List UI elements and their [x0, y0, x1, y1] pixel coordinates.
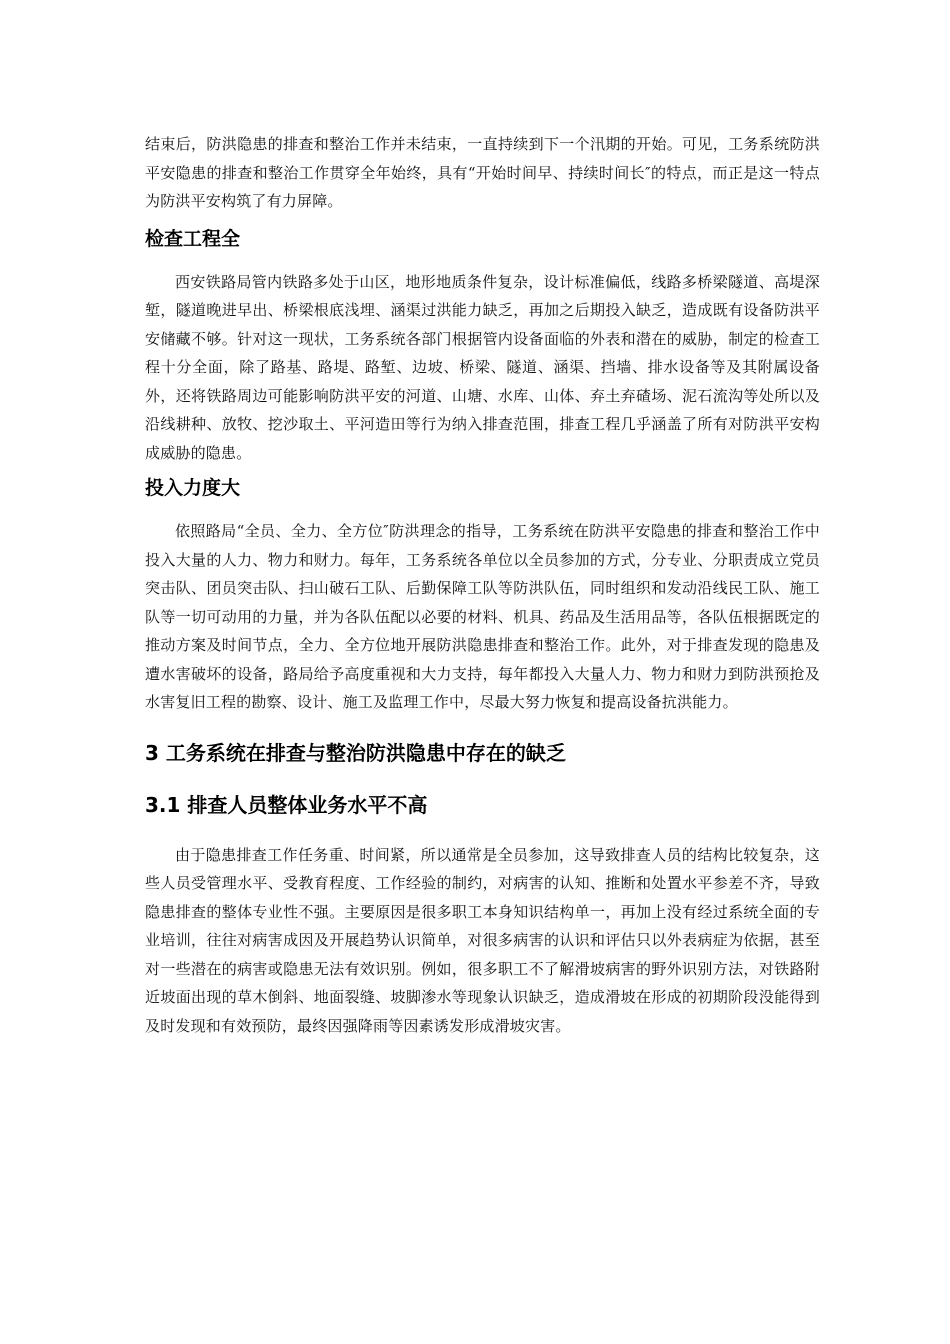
paragraph-continuation: 结束后，防洪隐患的排查和整治工作并未结束，一直持续到下一个汛期的开始。可见，工务系统防洪平安隐患的排查和整治工作贯穿全年始终，具有“开始时间早、持续时间长″的特点，而正是这一特点为防洪平安构筑了有力屏障。	[145, 135, 820, 210]
paragraph-check-comprehensive: 西安铁路局管内铁路多处于山区，地形地质条件复杂，设计标准偏低，线路多桥梁隧道、高堤深堑，隧道晚进早出、桥梁根底浅埋、涵渠过洪能力缺乏，再加之后期投入缺乏，造成既有设备防洪平安储藏不够。针对这一现状，工务系统各部门根据管内设备面临的外表和潜在的威胁，制定的检查工程十分全面，除了路基、路堤、路堑、边坡、桥梁、隧道、涵渠、挡墙、排水设备等及其附属设备外，还将铁路周边可能影响防洪平安的河道、山塘、水库、山体、弃土弃碴场、泥石流沟等处所以及沿线耕种、放牧、挖沙取土、平河造田等行为纳入排查范围，排查工程几乎涵盖了所有对防洪平安构成威胁的隐患。	[145, 272, 820, 462]
section-3-heading: 3 工务系统在排查与整治防洪隐患中存在的缺乏	[145, 740, 566, 765]
section-3-1-heading: 3.1 排查人员整体业务水平不高	[145, 792, 428, 817]
heading-investment: 投入力度大	[145, 477, 241, 499]
heading-check-comprehensive: 检查工程全	[145, 227, 241, 250]
paragraph-investment: 依照路局“全员、全力、全方位″防洪理念的指导，工务系统在防洪平安隐患的排查和整治工作中投入大量的人力、物力和财力。每年，工务系统各单位以全员参加的方式，分专业、分职责成立党员突击队、团员突击队、扫山破石工队、后勤保障工队等防洪队伍，同时组织和发动沿线民工队、施工队等一切可动用的力量，并为各队伍配以必要的材料、机具、药品及生活用品等，各队伍根据既定的推动方案及时间节点，全力、全方位地开展防洪隐患排查和整治工作。此外，对于排查发现的隐患及遭水害破坏的设备，路局给予高度重视和大力支持，每年都投入大量人力、物力和财力到防洪预抢及水害复旧工程的勘察、设计、施工及监理工作中，尽最大努力恢复和提高设备抗洪能力。	[145, 522, 820, 711]
document-body	[145, 130, 820, 1040]
paragraph-section-3-1: 由于隐患排查工作任务重、时间紧，所以通常是全员参加，这导致排查人员的结构比较复杂，这些人员受管理水平、受教育程度、工作经验的制约，对病害的认知、推断和处置水平参差不齐，导致隐患排查的整体专业性不强。主要原因是很多职工本身知识结构单一，再加上没有经过系统全面的专业培训，往往对病害成因及开展趋势认识简单，对很多病害的认识和评估只以外表病症为依据，甚至对一些潜在的病害或隐患无法有效识别。例如，很多职工不了解滑坡病害的野外识别方法，对铁路附近坡面出现的草木倒斜、地面裂缝、坡脚渗水等现象认识缺乏，造成滑坡在形成的初期阶段没能得到及时发现和有效预防，最终因强降雨等因素诱发形成滑坡灾害。	[145, 845, 820, 1035]
